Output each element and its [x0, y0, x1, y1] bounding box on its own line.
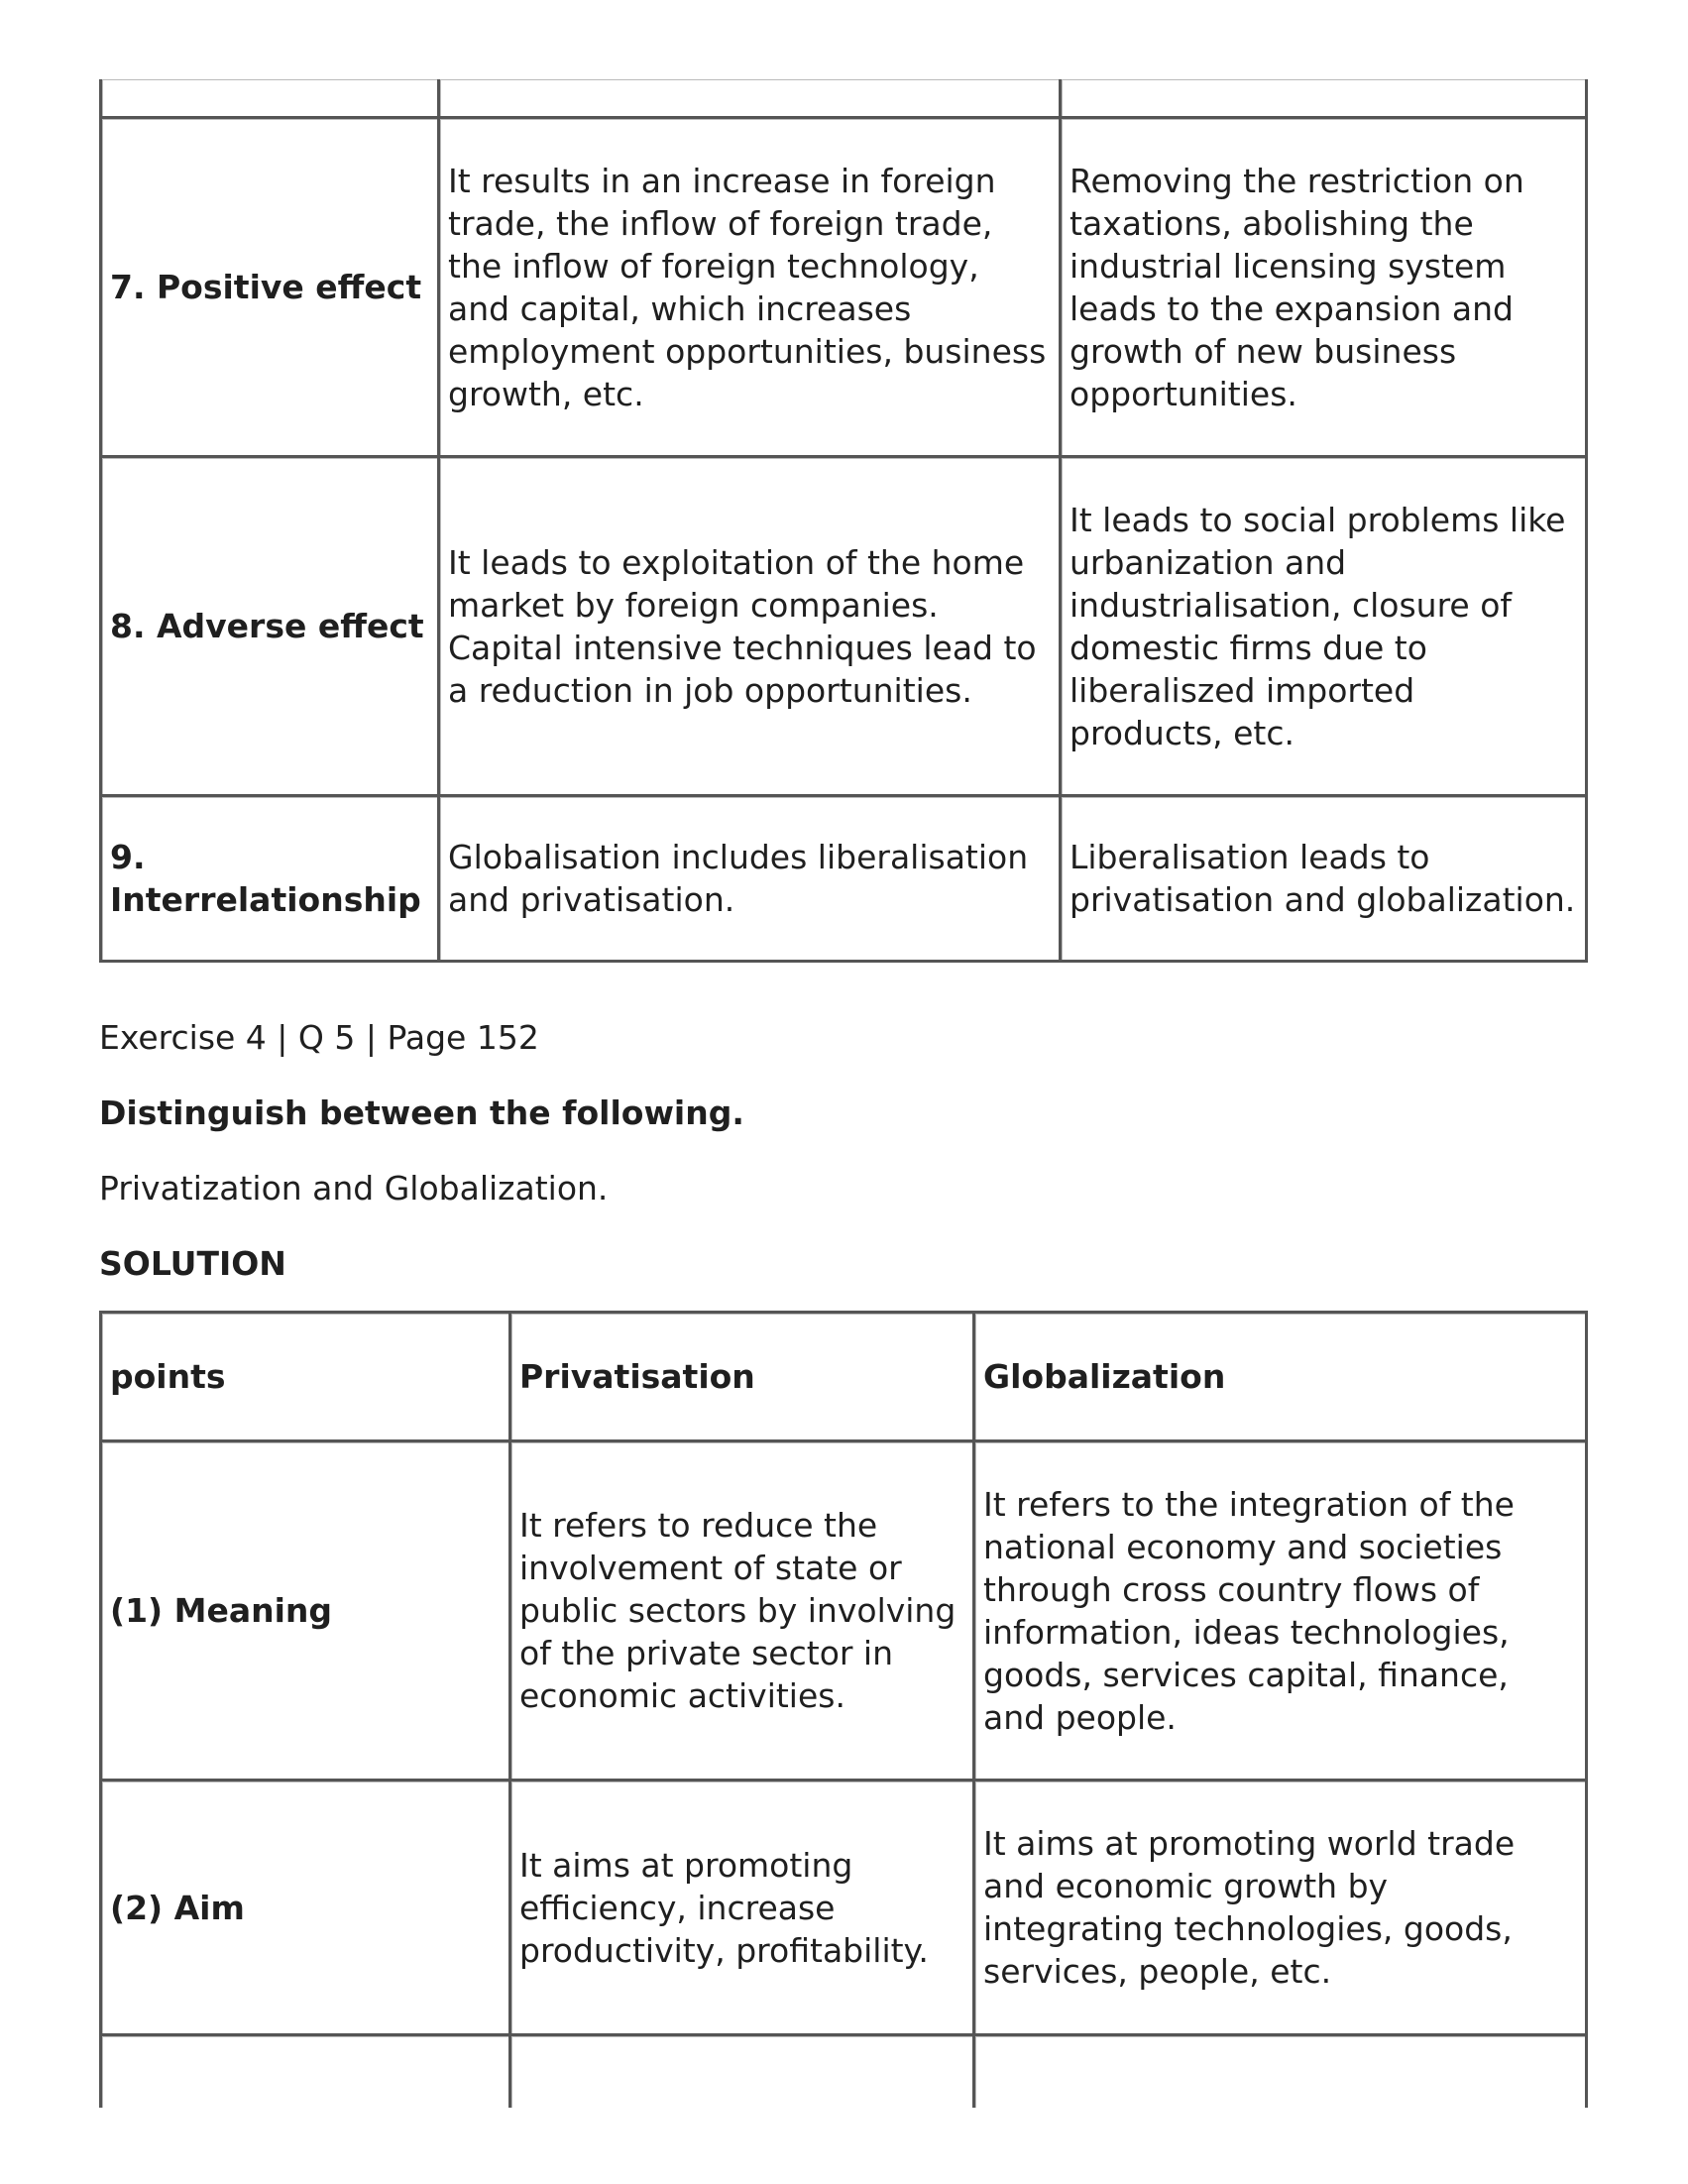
header-cell-globalization: Globalization: [972, 1311, 1588, 1439]
table-header-row: [99, 1311, 1588, 1439]
row-point-label: 9. Interrelationship: [99, 794, 437, 963]
header-cell-points: points: [99, 1311, 508, 1439]
row-point-label: 7. Positive effect: [99, 116, 437, 455]
row-cell: It refers to reduce the involvement of state or public sectors by involving of the private sector in economic activities.: [508, 1439, 972, 1779]
row-cell: It leads to social problems like urbanization and industrialisation, closure of domestic firms due to liberaliszed imported products, etc.: [1059, 455, 1588, 794]
row-cell: Globalisation includes liberalisation and privatisation.: [437, 794, 1059, 963]
question-heading: Distinguish between the following.: [99, 1093, 744, 1132]
comparison-table: [99, 1311, 1588, 2108]
table-row-stub: [99, 79, 1588, 116]
header-cell-privatisation: Privatisation: [508, 1311, 972, 1439]
exercise-reference: Exercise 4 | Q 5 | Page 152: [99, 1018, 539, 1057]
row-cell: Removing the restriction on taxations, abolishing the industrial licensing system leads to the expansion and growth of new business opportunities.: [1059, 116, 1588, 455]
row-point-label: (2) Aim: [99, 1779, 508, 2033]
row-cell: It aims at promoting efficiency, increase productivity, profitability.: [508, 1779, 972, 2033]
table-row-stub: [99, 2033, 1588, 2108]
row-cell: It leads to exploitation of the home market by foreign companies. Capital intensive techniques lead to a reduction in job opportunities.: [437, 455, 1059, 794]
table-row: [99, 1779, 1588, 2033]
row-point-label: (1) Meaning: [99, 1439, 508, 1779]
row-cell: Liberalisation leads to privatisation and globalization.: [1059, 794, 1588, 963]
table-row: [99, 455, 1588, 794]
row-point-label: 8. Adverse effect: [99, 455, 437, 794]
row-cell: It results in an increase in foreign trade, the inflow of foreign trade, the inflow of foreign technology, and capital, which increases employment opportunities, business growth, etc.: [437, 116, 1059, 455]
comparison-table-continued: [99, 79, 1588, 963]
row-cell: It aims at promoting world trade and economic growth by integrating technologies, goods, services, people, etc.: [972, 1779, 1588, 2033]
solution-label: SOLUTION: [99, 1244, 286, 1283]
question-text: Privatization and Globalization.: [99, 1169, 609, 1207]
table-row: [99, 1439, 1588, 1779]
table-row: [99, 794, 1588, 963]
table-row: [99, 116, 1588, 455]
row-cell: It refers to the integration of the national economy and societies through cross country flows of information, ideas technologies, goods, services capital, finance, and people.: [972, 1439, 1588, 1779]
